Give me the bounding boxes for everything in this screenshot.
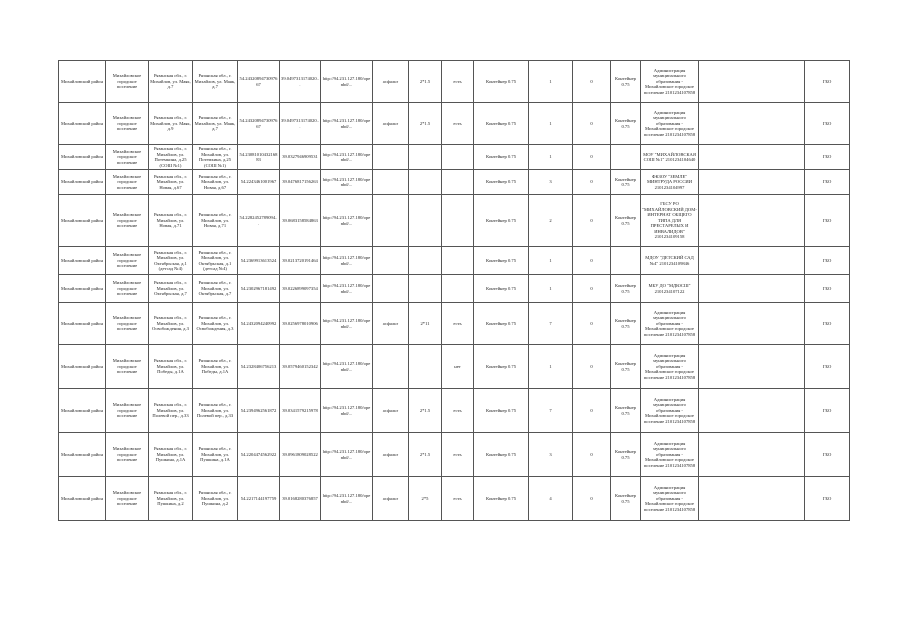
table-cell: ГБО — [805, 389, 850, 433]
table-cell: http://94.231.127.180/openbd/... — [321, 195, 373, 247]
table-cell: Рязанская обл., г. Михайлов, ул. Полевой пер., д.33 — [193, 389, 238, 433]
table-cell — [373, 275, 409, 303]
table-cell: Контейнер 0.75 — [474, 145, 529, 170]
table-cell: 39.0256978010906 — [280, 303, 321, 345]
table-row — [59, 433, 850, 477]
table-row — [59, 170, 850, 195]
table-cell: Контейнер 0.75 — [611, 170, 641, 195]
table-cell: Контейнер 0.75 — [474, 61, 529, 103]
table-row — [59, 275, 850, 303]
table-cell: 39.0327946909531 — [280, 145, 321, 170]
table-cell: 2 — [529, 195, 573, 247]
table-cell: Контейнер 0.75 — [611, 61, 641, 103]
table-cell: Михайловское городское поселение — [106, 247, 149, 275]
table-cell: Михайловское городское поселение — [106, 303, 149, 345]
table-cell: 2*1.5 — [409, 61, 442, 103]
table-cell — [442, 170, 474, 195]
table-cell: 54.2302967181492 — [238, 275, 280, 303]
table-cell: 54.2369913613524 — [238, 247, 280, 275]
table-cell: ГБО — [805, 247, 850, 275]
table-cell: http://94.231.127.180/openbd/... — [321, 61, 373, 103]
table-cell — [699, 433, 805, 477]
table-cell: Рязанская обл., г. Михайлов, ул. Маяк, д.9 — [149, 103, 193, 145]
table-cell: Рязанская обл., г. Михайлов, ул. Маяк, д.7 — [149, 61, 193, 103]
table-cell: Михайловское городское поселение — [106, 345, 149, 389]
table-cell: Контейнер 0.75 — [611, 389, 641, 433]
table-cell — [373, 247, 409, 275]
table-cell: ГБО — [805, 275, 850, 303]
table-cell: Рязанская обл., г. Михайлов, ул. Новая, д.71 — [193, 195, 238, 247]
table-cell: Контейнер 0.75 — [474, 195, 529, 247]
table-cell: ГБО — [805, 433, 850, 477]
table-cell: асфальт — [373, 477, 409, 521]
table-cell — [409, 275, 442, 303]
table-cell: 1 — [529, 275, 573, 303]
table-cell: ГБО — [805, 477, 850, 521]
table-row — [59, 389, 850, 433]
table-cell: 39.0579460152342 — [280, 345, 321, 389]
table-cell: 54.2243461001967 — [238, 170, 280, 195]
table-cell — [699, 345, 805, 389]
table-cell: 0 — [573, 61, 611, 103]
table-cell: Контейнер 0.75 — [611, 195, 641, 247]
table-cell: Рязанская обл., г. Михайлов, ул. Новая, д.67 — [193, 170, 238, 195]
table-cell: Рязанская обл., г. Михайлов, ул. Пушкина, д.2 — [149, 477, 193, 521]
table-cell: Контейнер 0.75 — [474, 477, 529, 521]
table-row — [59, 477, 850, 521]
table-cell — [699, 61, 805, 103]
table-cell: Михайловский район — [59, 145, 106, 170]
table-cell: асфальт — [373, 389, 409, 433]
table-cell: http://94.231.127.180/openbd/... — [321, 433, 373, 477]
table-row — [59, 247, 850, 275]
table-cell: 54.2432089473097667 — [238, 61, 280, 103]
table-cell: Контейнер 0.75 — [474, 170, 529, 195]
table-cell: Контейнер 0.75 — [611, 275, 641, 303]
table-cell — [442, 195, 474, 247]
table-cell: Рязанская обл., г. Михайлов, ул. Октябрьская, д.1 (детсад №4) — [193, 247, 238, 275]
table-cell: Контейнер 0.75 — [474, 303, 529, 345]
table-cell: есть — [442, 303, 474, 345]
table-cell: 4 — [529, 477, 573, 521]
table-cell: асфальт — [373, 103, 409, 145]
table-cell — [611, 247, 641, 275]
table-cell: Рязанская обл., г. Михайлов, ул. Победы, д.1А — [149, 345, 193, 389]
table-cell: 0 — [573, 103, 611, 145]
table-row — [59, 195, 850, 247]
table-cell: Михайловский район — [59, 195, 106, 247]
table-row — [59, 345, 850, 389]
table-cell: есть — [442, 389, 474, 433]
table-cell — [373, 345, 409, 389]
table-cell — [699, 477, 805, 521]
table-cell: ГБО — [805, 170, 850, 195]
table-cell: Михайловское городское поселение — [106, 195, 149, 247]
table-cell: 54.2394962561872 — [238, 389, 280, 433]
table-cell: МОУ "МИХАЙЛОВСКАЯ СОШ №1" 2101234104640 — [641, 145, 699, 170]
table-cell: Михайловский район — [59, 303, 106, 345]
table-cell — [699, 275, 805, 303]
table-cell: Михайловский район — [59, 61, 106, 103]
table-cell: 1 — [529, 345, 573, 389]
table-cell: Михайловское городское поселение — [106, 145, 149, 170]
table-cell: есть — [442, 477, 474, 521]
table-row — [59, 145, 850, 170]
table-cell: 2*5 — [409, 477, 442, 521]
table-cell: Михайловское городское поселение — [106, 477, 149, 521]
table-cell: асфальт — [373, 433, 409, 477]
table-row — [59, 303, 850, 345]
table-cell: Рязанская обл., г. Михайлов, ул. Освобождения, д.3 — [149, 303, 193, 345]
table-cell — [409, 170, 442, 195]
table-cell: ГБО — [805, 145, 850, 170]
table-cell: Администрация муниципального образования - Михайловское городское поселение 2101234107858 — [641, 433, 699, 477]
table-cell — [699, 145, 805, 170]
table-cell: Контейнер 0.75 — [474, 103, 529, 145]
table-cell — [373, 145, 409, 170]
table-cell: ГБО — [805, 195, 850, 247]
table-cell — [699, 247, 805, 275]
table-cell: 39.0683158584863 — [280, 195, 321, 247]
table-cell: http://94.231.127.180/openbd/... — [321, 145, 373, 170]
table-cell: http://94.231.127.180/openbd/... — [321, 303, 373, 345]
table-cell: Рязанская обл., г. Михайлов, ул. Октябрьская, д.1 (детсад №4) — [149, 247, 193, 275]
table-cell: http://94.231.127.180/openbd/... — [321, 345, 373, 389]
table-cell: 54.2217144197759 — [238, 477, 280, 521]
table-cell: 2*1.5 — [409, 103, 442, 145]
table-cell: Администрация муниципального образования - Михайловское городское поселение 2101234107858 — [641, 61, 699, 103]
table-cell: Михайловский район — [59, 247, 106, 275]
table-cell: Администрация муниципального образования - Михайловское городское поселение 2101234107858 — [641, 345, 699, 389]
table-cell: ГБО — [805, 345, 850, 389]
table-cell: 0 — [573, 477, 611, 521]
table-cell: 54.2432094240992 — [238, 303, 280, 345]
table-cell: 0 — [573, 170, 611, 195]
table-cell: 7 — [529, 303, 573, 345]
table-body — [59, 61, 850, 521]
table-cell: Контейнер 0.75 — [611, 303, 641, 345]
table-cell: 2*1.5 — [409, 389, 442, 433]
table-cell: МДОУ "ДЕТСКИЙ САД №4" 2101234109846 — [641, 247, 699, 275]
table-cell: 1 — [529, 61, 573, 103]
table-cell: 1 — [529, 145, 573, 170]
table-cell — [699, 103, 805, 145]
table-cell: http://94.231.127.180/openbd/... — [321, 477, 373, 521]
table-cell — [611, 145, 641, 170]
table-cell: Рязанская обл., г. Михайлов, ул. Октябрьская, д.7 — [149, 275, 193, 303]
table-cell: Рязанская обл., г. Михайлов, ул. Маяк, д.7 — [193, 103, 238, 145]
table-cell: Администрация муниципального образования - Михайловское городское поселение 2101234107858 — [641, 477, 699, 521]
table-cell — [373, 195, 409, 247]
table-cell — [409, 247, 442, 275]
table-cell: Рязанская обл., г. Михайлов, ул. Новая, д.67 — [149, 170, 193, 195]
table-cell: ГБСУ РО "МИХАЙЛОВСКИЙ ДОМ-ИНТЕРНАТ ОБЩЕГО ТИПА ДЛЯ ПРЕСТАРЕЛЫХ И ИНВАЛИДОВ" 2101234109158 — [641, 195, 699, 247]
table-cell: ГБО — [805, 103, 850, 145]
table-cell — [442, 275, 474, 303]
table-cell — [409, 345, 442, 389]
table-cell: Рязанская обл., г. Михайлов, ул. Новая, д.71 — [149, 195, 193, 247]
table-cell: Михайловское городское поселение — [106, 61, 149, 103]
table-cell: Контейнер 0.75 — [611, 103, 641, 145]
table-cell: Рязанская обл., г. Михайлов, ул. Полевой пер., д.33 — [149, 389, 193, 433]
table-cell: асфальт — [373, 61, 409, 103]
table-cell: Контейнер 0.75 — [474, 275, 529, 303]
table-cell: Рязанская обл., г. Михайлов, ул. Освобождения, д.3 — [193, 303, 238, 345]
table-cell: Рязанская обл., г. Михайлов, ул. Потемкина, д.25 (СОШ №1) — [193, 145, 238, 170]
table-cell: 0 — [573, 195, 611, 247]
table-cell: http://94.231.127.180/openbd/... — [321, 275, 373, 303]
table-cell: Администрация муниципального образования - Михайловское городское поселение 2101234107858 — [641, 303, 699, 345]
table-cell — [409, 195, 442, 247]
table-cell: 54.2282452789094... — [238, 195, 280, 247]
table-cell — [442, 145, 474, 170]
table-cell: 54.2328406756213 — [238, 345, 280, 389]
table-cell: 39.0226899097354 — [280, 275, 321, 303]
table-cell: Контейнер 0.75 — [474, 433, 529, 477]
table-cell: 0 — [573, 275, 611, 303]
table-cell: 1 — [529, 103, 573, 145]
table-cell: Рязанская обл., г. Михайлов, ул. Пушкина, д.1А — [193, 433, 238, 477]
table-cell: асфальт — [373, 303, 409, 345]
table-cell: есть — [442, 433, 474, 477]
table-cell: http://94.231.127.180/openbd/... — [321, 247, 373, 275]
table-cell: Рязанская обл., г. Михайлов, ул. Октябрьская, д.7 — [193, 275, 238, 303]
table-cell: 2*11 — [409, 303, 442, 345]
table-cell: 0 — [573, 433, 611, 477]
table-cell: 0 — [573, 247, 611, 275]
table-cell: Рязанская обл., г. Михайлов, ул. Потемкина, д.25 (СОШ №1) — [149, 145, 193, 170]
table-cell: 0 — [573, 145, 611, 170]
table-cell — [699, 389, 805, 433]
table-cell: Михайловское городское поселение — [106, 275, 149, 303]
table-cell: 39.0497313174020... — [280, 103, 321, 145]
table-cell: Михайловское городское поселение — [106, 389, 149, 433]
table-cell: Контейнер 0.75 — [474, 247, 529, 275]
table-cell: 39.0497313174020... — [280, 61, 321, 103]
table-cell: 1 — [529, 247, 573, 275]
table-cell: 39.0961809028522 — [280, 433, 321, 477]
table-cell: 0 — [573, 303, 611, 345]
table-cell: 3 — [529, 170, 573, 195]
table-cell: МБУ ДО "МДЮСШ" 2101234107122 — [641, 275, 699, 303]
table-cell: Контейнер 0.75 — [611, 433, 641, 477]
table-cell: 54.2432089473097667 — [238, 103, 280, 145]
table-cell: http://94.231.127.180/openbd/... — [321, 389, 373, 433]
table-cell: 39.0213720191464 — [280, 247, 321, 275]
table-cell: Михайловское городское поселение — [106, 433, 149, 477]
table-cell: 0 — [573, 389, 611, 433]
table-cell: 3 — [529, 433, 573, 477]
table-cell: 39.0341579215978 — [280, 389, 321, 433]
table-cell — [699, 195, 805, 247]
table-cell: Рязанская обл., г. Михайлов, ул. Пушкина, д.2 — [193, 477, 238, 521]
table-cell: Михайловское городское поселение — [106, 103, 149, 145]
table-cell: Администрация муниципального образования - Михайловское городское поселение 2101234107858 — [641, 389, 699, 433]
table-cell: нет — [442, 345, 474, 389]
table-cell: Контейнер 0.75 — [611, 477, 641, 521]
table-cell: 7 — [529, 389, 573, 433]
table-cell: 54.2204474562922 — [238, 433, 280, 477]
table-cell: 39.0168280376857 — [280, 477, 321, 521]
table-cell — [442, 247, 474, 275]
table-cell — [373, 170, 409, 195]
table-cell: 0 — [573, 345, 611, 389]
table-cell: Рязанская обл., г. Михайлов, ул. Победы, д.1А — [193, 345, 238, 389]
table-cell: Контейнер 0.75 — [611, 345, 641, 389]
table-cell — [409, 145, 442, 170]
table-cell: Михайловский район — [59, 170, 106, 195]
table-cell: Михайловский район — [59, 103, 106, 145]
table-cell: ФКЗОУ "ЗЕМЛЕ" МИНТРУДА РОССИИ 2101234104997 — [641, 170, 699, 195]
table-cell: Контейнер 0.75 — [474, 345, 529, 389]
table-cell: 2*1.5 — [409, 433, 442, 477]
table-cell: Михайловское городское поселение — [106, 170, 149, 195]
table-cell: Михайловский район — [59, 477, 106, 521]
table-cell: Администрация муниципального образования - Михайловское городское поселение 2101234107858 — [641, 103, 699, 145]
table-cell: ГБО — [805, 61, 850, 103]
table-row — [59, 103, 850, 145]
table-cell: есть — [442, 103, 474, 145]
table-cell: Рязанская обл., г. Михайлов, ул. Маяк, д.7 — [193, 61, 238, 103]
table-cell: http://94.231.127.180/openbd/... — [321, 170, 373, 195]
table-cell: есть — [442, 61, 474, 103]
table-cell: 39.0476817156263 — [280, 170, 321, 195]
table-cell: Рязанская обл., г. Михайлов, ул. Пушкина, д.1А — [149, 433, 193, 477]
table-cell: Михайловский район — [59, 389, 106, 433]
table-cell: Михайловский район — [59, 433, 106, 477]
table-cell — [699, 303, 805, 345]
table-cell — [699, 170, 805, 195]
table-cell: http://94.231.127.180/openbd/... — [321, 103, 373, 145]
table-cell: ГБО — [805, 303, 850, 345]
table-cell: Контейнер 0.75 — [474, 389, 529, 433]
table-cell: 54.2308101043216883 — [238, 145, 280, 170]
table-cell: Михайловский район — [59, 275, 106, 303]
table-cell: Михайловский район — [59, 345, 106, 389]
table-row — [59, 61, 850, 103]
registry-table — [58, 60, 850, 521]
